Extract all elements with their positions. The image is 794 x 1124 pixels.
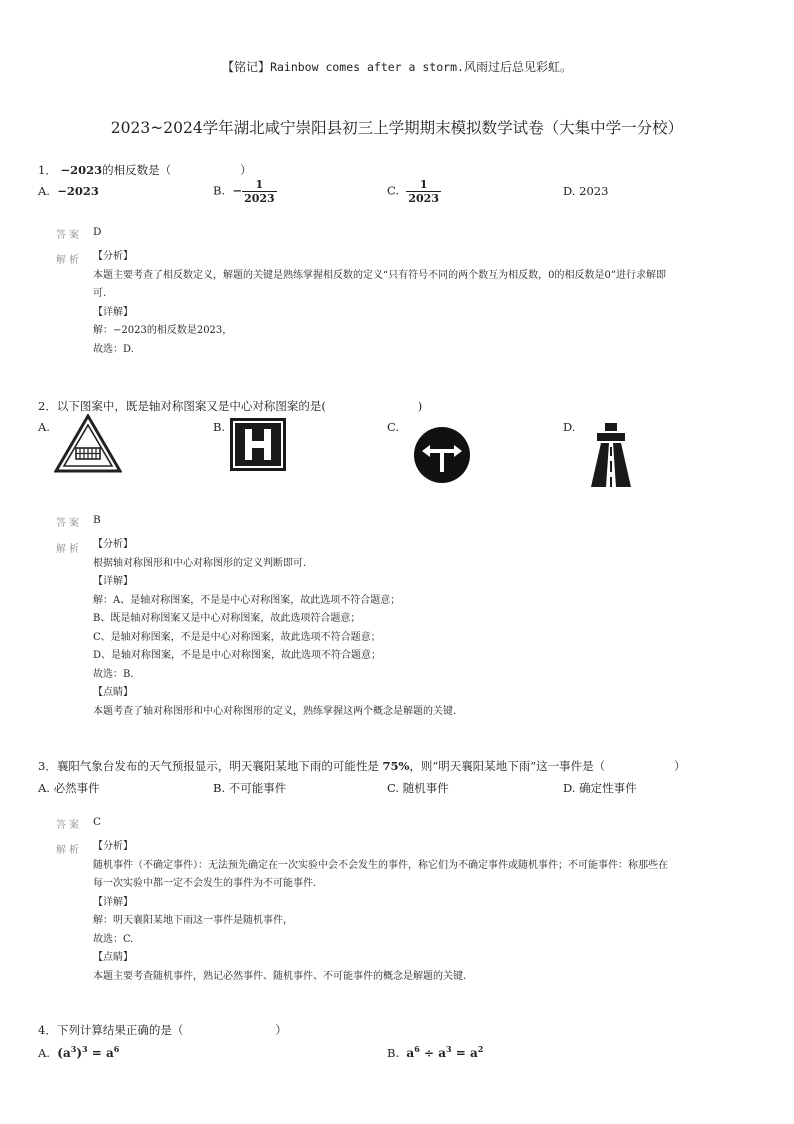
motto-chinese: 风雨过后总见彩虹。: [463, 60, 572, 74]
explanation-line: 解：A、是轴对称图案，不是是中心对称图案，故此选项不符合题意；: [93, 594, 401, 606]
q3-explanation: [93, 838, 668, 986]
explanation-line: B、既是轴对称图案又是中心对称图案，故此选项符合题意；: [93, 613, 361, 624]
motto-prefix: 【铭记】: [222, 60, 271, 74]
question-2-stem: 2．以下图案中，既是轴对称图案又是中心对称图案的是( ): [38, 399, 423, 413]
answer-label: 答案: [56, 820, 82, 831]
question-1-stem: [38, 162, 252, 178]
option-expression: $(a^3)^3 = a^6$: [57, 1044, 120, 1060]
q2-explanation: [93, 536, 456, 721]
explanation-line: C、是轴对称图案，不是是中心对称图案，故此选项不符合题意；: [93, 631, 381, 643]
explanation-line: 本题主要考查了相反数定义，解题的关键是熟练掌握相反数的定义“只有符号不同的两个数互为相反数，0的相反数是0”进行求解即: [93, 269, 666, 281]
q3-option-d: D. 确定性事件: [563, 781, 637, 795]
analysis-label: 解析: [56, 845, 82, 856]
q3-answer: C: [93, 816, 102, 828]
fraction-numerator: 1: [242, 178, 277, 192]
q3-option-c: C. 随机事件: [387, 781, 449, 795]
q2-option-c-label: C.: [387, 420, 400, 434]
analysis-label: 解析: [56, 544, 82, 555]
question-4-stem: 4．下列计算结果正确的是（ ）: [38, 1023, 287, 1037]
q1-option-c: [387, 178, 441, 205]
option-label: C.: [387, 183, 400, 198]
option-label: D.: [563, 184, 576, 198]
explanation-line: 【详解】: [93, 576, 133, 587]
q2-option-b-label: B.: [213, 420, 226, 434]
explanation-line: 【分析】: [93, 841, 133, 852]
q1-option-a: [38, 184, 99, 198]
minus-sign: −: [232, 183, 243, 198]
q1-option-b: [213, 178, 277, 205]
explanation-line: 可.: [93, 288, 107, 299]
railway-crossing-warning-icon: [54, 414, 122, 474]
highway-sign-icon: [589, 421, 633, 489]
math-expression: 75%: [382, 759, 410, 773]
explanation-line: 【点睛】: [93, 687, 133, 698]
fraction-denominator: 2023: [244, 192, 275, 205]
motto-english: Rainbow comes after a storm.: [270, 60, 464, 74]
hospital-h-sign-icon: [229, 417, 287, 472]
q4-option-b: [387, 1044, 483, 1060]
fraction: [242, 178, 277, 205]
q1-explanation: [93, 248, 666, 359]
explanation-line: 本题考查了轴对称图形和中心对称图形的定义，熟练掌握这两个概念是解题的关键.: [93, 705, 457, 717]
explanation-line: 【分析】: [93, 539, 133, 550]
explanation-line: 本题主要考查随机事件，熟记必然事件、随机事件、不可能事件的概念是解题的关键.: [93, 970, 467, 982]
answer-label: 答案: [56, 230, 82, 241]
analysis-label: 解析: [56, 255, 82, 266]
q3-option-a: A. 必然事件: [38, 781, 100, 795]
fraction: [406, 178, 441, 205]
question-text: 3．襄阳气象台发布的天气预报显示，明天襄阳某地下雨的可能性是: [38, 759, 379, 773]
q4-option-a: [38, 1044, 119, 1060]
explanation-line: 根据轴对称图形和中心对称图形的定义判断即可.: [93, 557, 307, 569]
option-value: −2023: [57, 184, 99, 198]
explanation-line: 【点睛】: [93, 952, 133, 963]
page-title: 2023~2024学年湖北咸宁崇阳县初三上学期期末模拟数学试卷（大集中学一分校）: [110, 119, 684, 137]
option-expression: $a^6 \div a^3 = a^2$: [406, 1044, 484, 1060]
option-value: 2023: [579, 184, 609, 198]
q2-option-d-label: D.: [563, 420, 576, 434]
question-text: 的相反数是（ ）: [102, 163, 252, 177]
q3-option-b: B. 不可能事件: [213, 781, 287, 795]
question-3-stem: [38, 758, 686, 774]
fraction-numerator: 1: [406, 178, 441, 192]
question-number: 1．: [38, 163, 57, 177]
option-label: B.: [387, 1046, 400, 1060]
explanation-line: 随机事件（不确定事件）：无法预先确定在一次实验中会不会发生的事件，称它们为不确定事件或随机事件；不可能事件：称那些在: [93, 859, 668, 871]
option-label: A.: [38, 184, 50, 198]
q2-answer: B: [93, 514, 101, 526]
explanation-line: 解：明天襄阳某地下雨这一事件是随机事件，: [93, 915, 293, 926]
explanation-line: 解：−2023的相反数是2023，: [93, 325, 233, 336]
q1-option-d: [563, 184, 608, 198]
explanation-line: 【分析】: [93, 251, 133, 262]
explanation-line: 【详解】: [93, 306, 133, 318]
explanation-line: 每一次实验中都一定不会发生的事件为不可能事件.: [93, 878, 317, 889]
math-expression: −2023: [60, 163, 103, 177]
explanation-line: 故选：C.: [93, 933, 134, 945]
option-label: A.: [38, 1046, 50, 1060]
explanation-line: D、是轴对称图案，不是是中心对称图案，故此选项不符合题意；: [93, 650, 382, 661]
t-junction-sign-icon: [413, 426, 471, 484]
explanation-line: 故选：D.: [93, 343, 134, 355]
explanation-line: 【详解】: [93, 896, 133, 908]
option-label: B.: [213, 183, 226, 198]
question-text: ，则“明天襄阳某地下雨”这一事件是（ ）: [409, 759, 686, 773]
explanation-line: 故选：B.: [93, 668, 134, 680]
q1-answer: D: [93, 226, 102, 238]
q2-option-a-label: A.: [38, 420, 50, 434]
fraction-denominator: 2023: [408, 192, 439, 205]
answer-label: 答案: [56, 518, 82, 529]
motto: [0, 58, 794, 75]
